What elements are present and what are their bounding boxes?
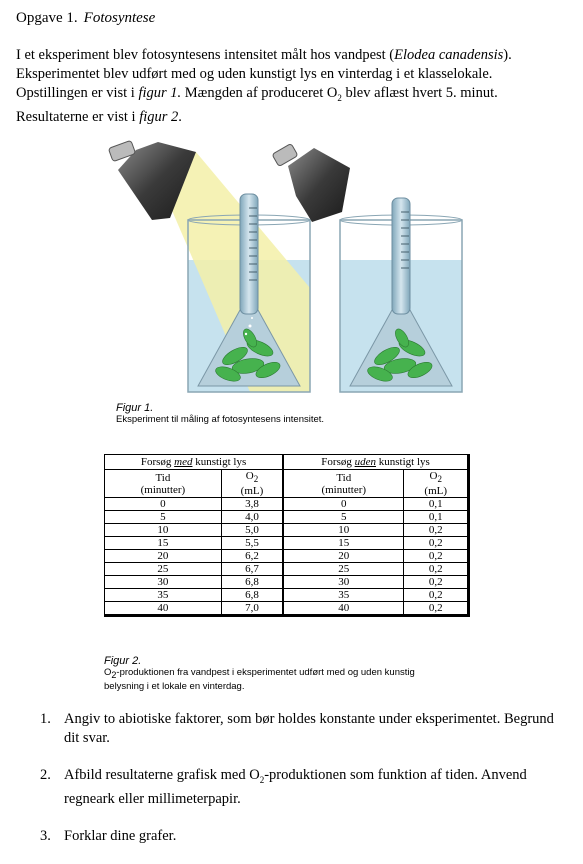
exercise-number: Opgave 1. (16, 10, 78, 26)
col-o2-header: $O_2$ (mL) (221, 470, 283, 498)
exercise-topic: Fotosyntese (83, 10, 156, 26)
results-table (104, 454, 470, 617)
intro-paragraph (16, 46, 566, 127)
table-row: 0 3,8 0 0,1 (105, 498, 469, 511)
intro-text-5: . (178, 108, 182, 125)
figure1-label: Figur 1. (116, 402, 154, 414)
intro-text-2: ). Eksperimentet blev udført med og uden kunstigt lys en vinterdag i et klasselokale. Opstillingen er vist i (16, 47, 512, 101)
question-1: 1. Angiv to abiotiske faktorer, som bør holdes konstante under eksperimentet. Begrund dit svar. (40, 711, 554, 746)
figure2-reference: figur 2 (139, 108, 179, 125)
figure2-caption-text: $O_2$-produktionen fra vandpest i eksperimentet udført med og uden kunstig belysning i et lokale en vinterdag. (104, 667, 415, 692)
lamp-right (272, 143, 350, 222)
figure2-label: Figur 2. (104, 655, 142, 667)
figure1-caption (116, 402, 324, 425)
table-row: 5 4,0 5 0,1 (105, 511, 469, 524)
table-row: 10 5,0 10 0,2 (105, 524, 469, 537)
figure1-caption-text: Eksperiment til måling af fotosyntesens intensitet. (116, 414, 325, 425)
col-time-header: Tid (minutter) (283, 470, 404, 498)
table-row: 40 7,0 40 0,2 (105, 602, 469, 616)
question-2: 2. Afbild resultaterne grafisk med $O_2$-produktionen som funktion af tiden. Anvend regneark eller millimeterpapir. (40, 767, 527, 807)
col-o2-header: $O_2$ (mL) (404, 470, 469, 498)
col-time-header: Tid (minutter) (105, 470, 222, 498)
latin-name: Elodea canadensis (394, 47, 504, 63)
figure1-reference: figur 1. (138, 85, 182, 101)
intro-text-4: blev aflæst hvert 5. minut. Resultaterne er vist i (16, 85, 498, 125)
intro-text-3: Mængden af produceret O (181, 85, 338, 101)
table-row: 15 5,5 15 0,2 (105, 537, 469, 550)
experiment-illustration (100, 138, 470, 400)
figure2-caption (104, 655, 424, 692)
table-row: 35 6,8 35 0,2 (105, 589, 469, 602)
right-beaker (340, 198, 462, 392)
table-row: 20 6,2 20 0,2 (105, 550, 469, 563)
question-list (40, 710, 560, 864)
subscript-2: 2 (337, 92, 342, 103)
question-3: 3. Forklar dine grafer. (40, 827, 177, 844)
group-header-without-light: Forsøg uden kunstigt lys (283, 455, 468, 470)
table-row: 30 6,8 30 0,2 (105, 576, 469, 589)
group-header-with-light: Forsøg med kunstigt lys (105, 455, 284, 470)
intro-text-1: I et eksperiment blev fotosyntesens intensitet målt hos vandpest ( (16, 47, 395, 63)
exercise-title (16, 10, 155, 27)
table-row: 25 6,7 25 0,2 (105, 563, 469, 576)
